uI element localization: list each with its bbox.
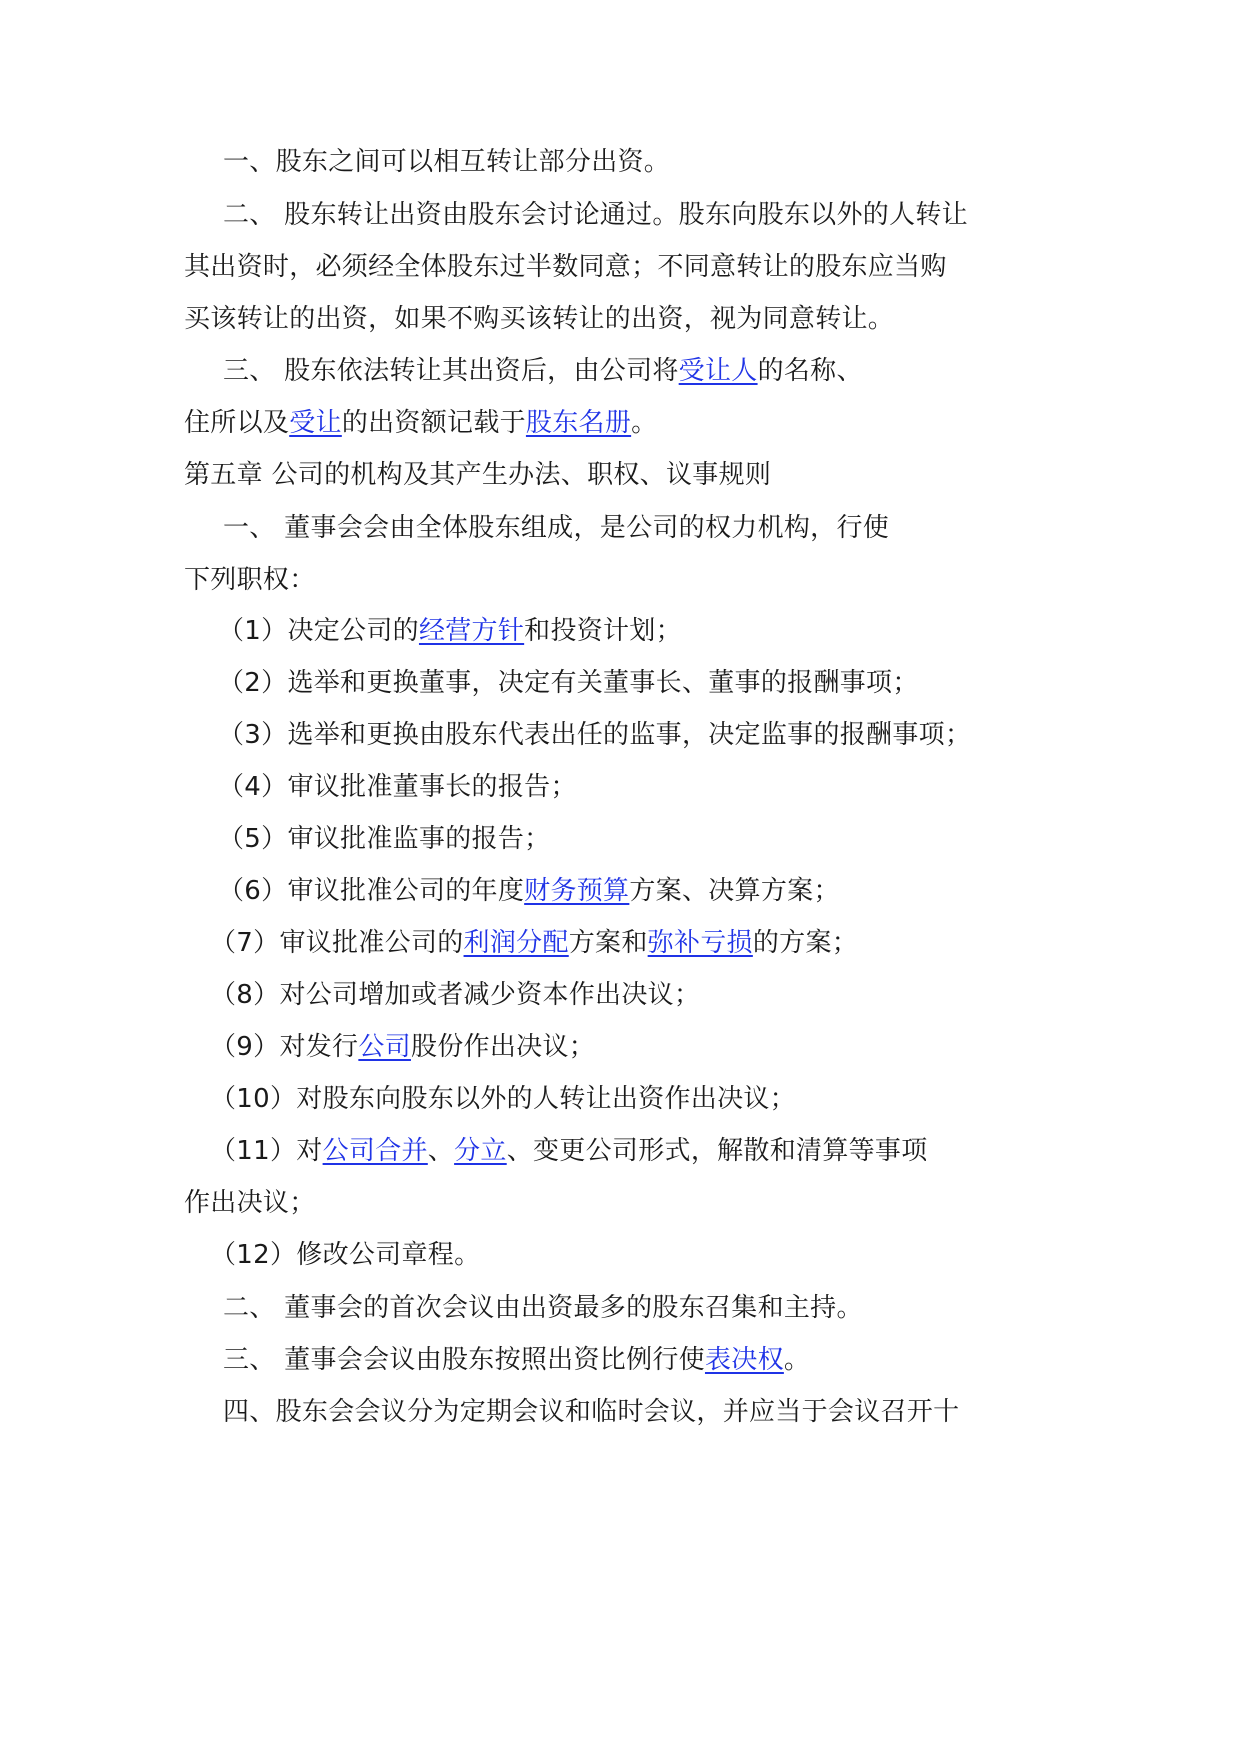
text-segment: 第五章 公司的机构及其产生办法、职权、议事规则 <box>184 460 772 490</box>
hyperlink[interactable]: 利润分配 <box>463 928 569 958</box>
text-segment: 其出资时，必须经全体股东过半数同意；不同意转让的股东应当购 <box>184 252 947 282</box>
chapter-heading <box>184 458 771 492</box>
list-item <box>218 666 919 700</box>
text-segment: 的出资额记载于 <box>341 408 526 438</box>
text-segment: （11）对 <box>210 1136 323 1166</box>
text-segment: 二、 股东转让出资由股东会讨论通过。股东向股东以外的人转让 <box>223 200 968 230</box>
text-line <box>223 1343 810 1377</box>
text-segment: 三、 股东依法转让其出资后，由公司将 <box>223 356 679 386</box>
text-segment: 股份作出决议； <box>410 1032 596 1062</box>
text-segment: 和投资计划； <box>524 616 682 646</box>
list-item <box>210 1238 480 1272</box>
list-item <box>210 1030 595 1064</box>
text-segment: （3）选举和更换由股东代表出任的监事，决定监事的报酬事项； <box>218 720 972 750</box>
text-line <box>223 145 670 179</box>
text-segment: （5）审议批准监事的报告； <box>218 824 551 854</box>
text-line <box>184 302 894 336</box>
text-segment: 一、股东之间可以相互转让部分出资。 <box>223 147 671 177</box>
text-segment: 。 <box>783 1345 811 1375</box>
text-segment: 作出决议； <box>184 1188 316 1218</box>
text-segment: 住所以及 <box>184 408 290 438</box>
hyperlink[interactable]: 财务预算 <box>524 876 630 906</box>
text-segment: 、 <box>427 1136 455 1166</box>
text-line <box>223 1291 863 1325</box>
text-line <box>184 1186 316 1220</box>
text-segment: （2）选举和更换董事，决定有关董事长、董事的报酬事项； <box>218 668 919 698</box>
text-segment: （1）决定公司的 <box>218 616 419 646</box>
text-line <box>223 354 863 388</box>
list-item <box>210 926 858 960</box>
list-item <box>218 770 577 804</box>
list-item <box>218 822 550 856</box>
text-segment: （12）修改公司章程。 <box>210 1240 481 1270</box>
hyperlink[interactable]: 经营方针 <box>418 616 525 646</box>
text-segment: 方案和 <box>568 928 648 958</box>
hyperlink[interactable]: 分立 <box>454 1136 507 1166</box>
list-item <box>210 1134 928 1168</box>
text-segment: 二、 董事会的首次会议由出资最多的股东召集和主持。 <box>223 1293 863 1323</box>
hyperlink[interactable]: 受让 <box>289 408 342 438</box>
text-segment: （9）对发行 <box>210 1032 359 1062</box>
hyperlink[interactable]: 公司合并 <box>322 1136 428 1166</box>
text-line <box>184 250 947 284</box>
text-segment: 三、 董事会会议由股东按照出资比例行使 <box>223 1345 705 1375</box>
hyperlink[interactable]: 受让人 <box>678 356 758 386</box>
hyperlink[interactable]: 公司 <box>358 1032 411 1062</box>
text-segment: 。 <box>631 408 658 438</box>
hyperlink[interactable]: 弥补亏损 <box>647 928 753 958</box>
text-line <box>223 511 889 545</box>
text-segment: 买该转让的出资，如果不购买该转让的出资，视为同意转让。 <box>184 304 895 334</box>
list-item <box>210 978 700 1012</box>
text-segment: 四、股东会会议分为定期会议和临时会议，并应当于会议召开十 <box>223 1397 960 1427</box>
text-line <box>184 563 316 597</box>
hyperlink[interactable]: 股东名册 <box>525 408 632 438</box>
text-segment: （10）对股东向股东以外的人转让出资作出决议； <box>210 1084 796 1114</box>
text-segment: 的方案； <box>752 928 859 958</box>
list-item <box>218 614 682 648</box>
list-item <box>210 1082 796 1116</box>
text-segment: 一、 董事会会由全体股东组成，是公司的权力机构，行使 <box>223 513 890 543</box>
text-segment: （6）审议批准公司的年度 <box>218 876 525 906</box>
text-segment: 的名称、 <box>757 356 863 386</box>
text-segment: （7）审议批准公司的 <box>210 928 464 958</box>
text-line <box>223 1395 959 1429</box>
text-segment: 方案、决算方案； <box>629 876 840 906</box>
list-item <box>218 718 971 752</box>
text-segment: 、变更公司形式，解散和清算等事项 <box>506 1136 928 1166</box>
text-segment: （4）审议批准董事长的报告； <box>218 772 577 802</box>
hyperlink[interactable]: 表决权 <box>704 1345 784 1375</box>
text-segment: 下列职权： <box>184 565 316 595</box>
text-segment: （8）对公司增加或者减少资本作出决议； <box>210 980 701 1010</box>
text-line <box>184 406 657 440</box>
text-line <box>223 198 968 232</box>
list-item <box>218 874 840 908</box>
